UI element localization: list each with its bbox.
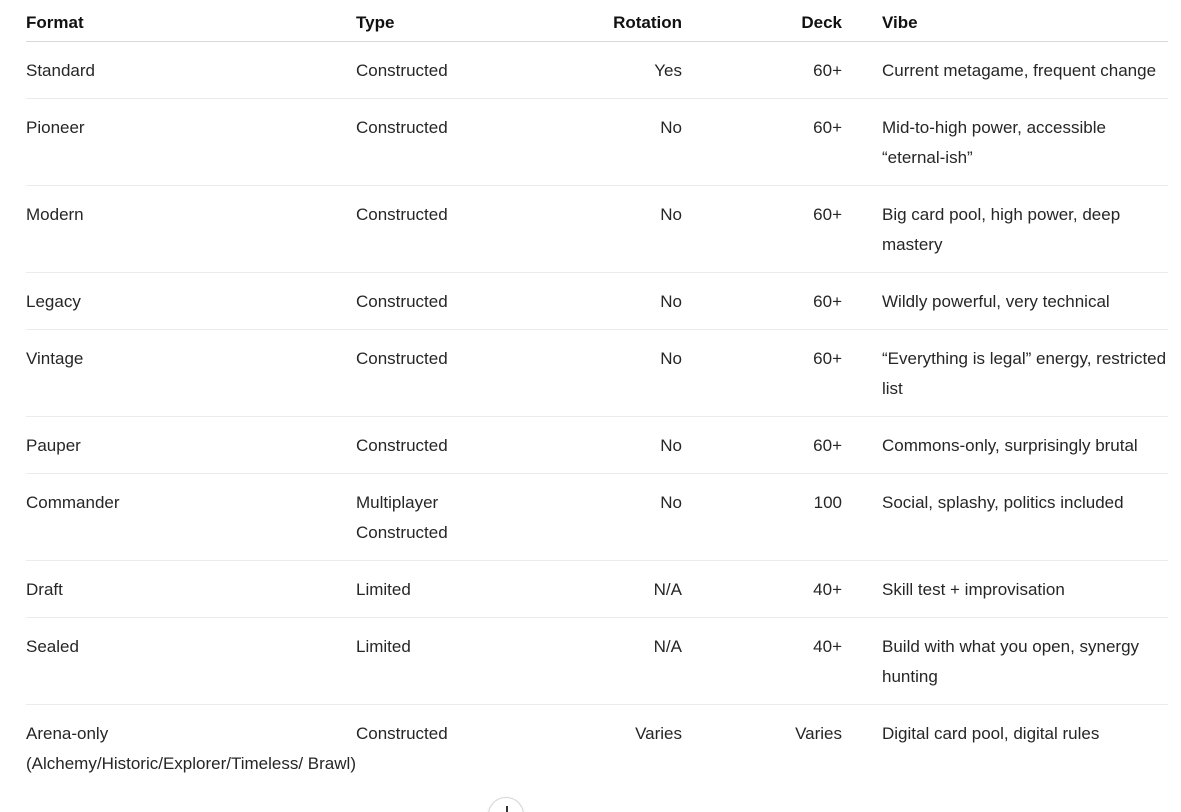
cell-type: Constructed (356, 436, 448, 455)
cell-vibe: Current metagame, frequent change (882, 61, 1157, 80)
header-deck: Deck (801, 13, 842, 32)
cell-vibe: Build with what you open, synergy hunting (882, 637, 1140, 686)
table-row (26, 99, 1168, 186)
cell-deck: 60+ (813, 118, 842, 137)
cell-format: Pauper (26, 436, 81, 455)
cell-rotation: Varies (635, 724, 682, 743)
header-rotation: Rotation (613, 13, 682, 32)
table-row (26, 42, 1168, 99)
cell-deck: 60+ (813, 436, 842, 455)
cell-type: Constructed (356, 292, 448, 311)
cell-type: Multiplayer Constructed (356, 493, 448, 542)
table-header-row (26, 0, 1168, 42)
cell-rotation: No (660, 118, 682, 137)
cell-vibe: Digital card pool, digital rules (882, 724, 1100, 743)
cell-deck: 60+ (813, 205, 842, 224)
cell-deck: Varies (795, 724, 842, 743)
cell-vibe: Big card pool, high power, deep mastery (882, 205, 1121, 254)
cell-type: Limited (356, 580, 411, 599)
cell-type: Constructed (356, 61, 448, 80)
cell-format: Sealed (26, 637, 79, 656)
table-row (26, 705, 1168, 791)
header-type: Type (356, 13, 395, 32)
header-vibe: Vibe (882, 13, 918, 32)
cell-type: Constructed (356, 724, 448, 743)
cell-vibe: Social, splashy, politics included (882, 493, 1124, 512)
cell-rotation: N/A (653, 637, 682, 656)
cell-deck: 60+ (813, 61, 842, 80)
cell-vibe: Commons-only, surprisingly brutal (882, 436, 1138, 455)
cell-vibe: Mid-to-high power, accessible “eternal-ish” (882, 118, 1106, 167)
cell-vibe: Skill test + improvisation (882, 580, 1065, 599)
table-row (26, 330, 1168, 417)
cell-deck: 40+ (813, 580, 842, 599)
cell-rotation: No (660, 493, 682, 512)
table-row (26, 618, 1168, 705)
cell-format: Legacy (26, 292, 81, 311)
cell-rotation: Yes (654, 61, 682, 80)
table-row (26, 561, 1168, 618)
cell-rotation: No (660, 292, 682, 311)
cell-type: Constructed (356, 349, 448, 368)
cell-vibe: Wildly powerful, very technical (882, 292, 1110, 311)
cell-format: Modern (26, 205, 84, 224)
cell-format: Arena-only (Alchemy/Historic/Explorer/Timeless/ Brawl) (26, 724, 356, 773)
table-row (26, 186, 1168, 273)
cell-format: Draft (26, 580, 63, 599)
cell-deck: 100 (813, 493, 842, 512)
table-row (26, 273, 1168, 330)
cell-rotation: N/A (653, 580, 682, 599)
cell-rotation: No (660, 436, 682, 455)
cell-type: Constructed (356, 205, 448, 224)
table-row (26, 417, 1168, 474)
cell-format: Pioneer (26, 118, 85, 137)
header-format: Format (26, 13, 84, 32)
cell-type: Limited (356, 637, 411, 656)
cell-format: Standard (26, 61, 95, 80)
scroll-to-bottom-button[interactable] (488, 797, 524, 812)
table-row (26, 474, 1168, 561)
cell-vibe: “Everything is legal” energy, restricted list (882, 349, 1167, 398)
cell-rotation: No (660, 205, 682, 224)
cell-format: Vintage (26, 349, 84, 368)
cell-format: Commander (26, 493, 120, 512)
cell-deck: 60+ (813, 349, 842, 368)
formats-table (26, 0, 1168, 791)
cell-deck: 40+ (813, 637, 842, 656)
cell-type: Constructed (356, 118, 448, 137)
cell-deck: 60+ (813, 292, 842, 311)
arrow-down-icon (506, 806, 508, 812)
cell-rotation: No (660, 349, 682, 368)
